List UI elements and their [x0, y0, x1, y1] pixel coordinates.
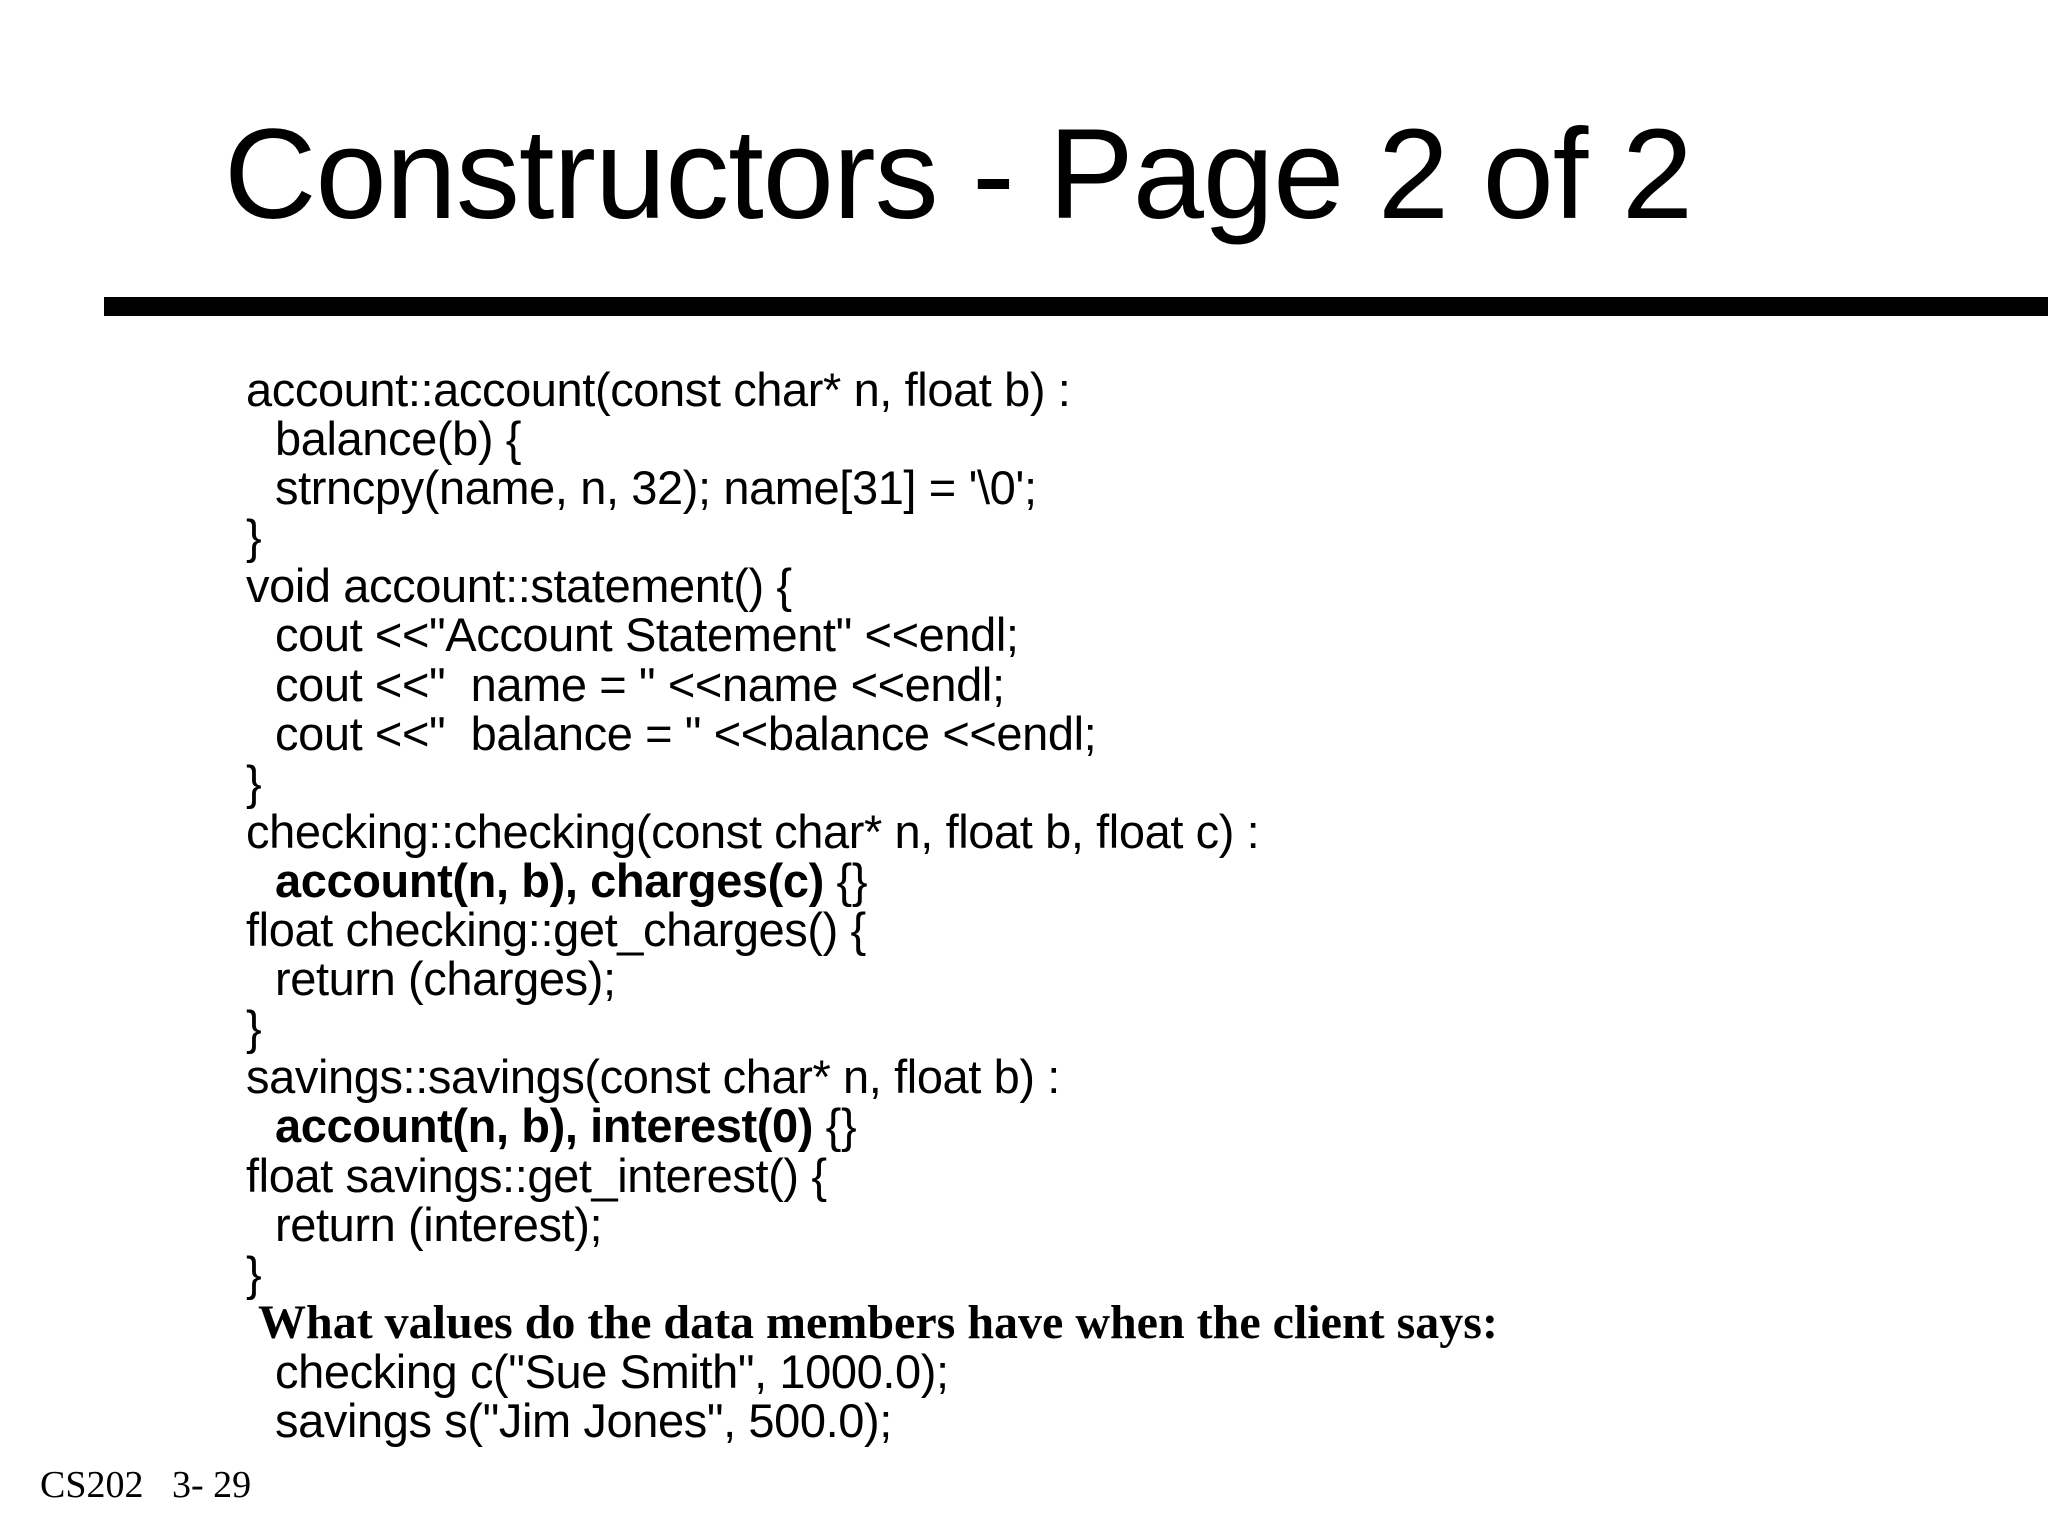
code-line: return (charges); [275, 952, 616, 1006]
initializer-list: account(n, b), interest(0) [275, 1099, 813, 1153]
code-line: cout <<" balance = " <<balance <<endl; [275, 706, 1097, 760]
code-line: balance(b) { [275, 412, 522, 466]
code-line: } [246, 755, 262, 809]
question-text: What values do the data members have when the client says: [258, 1295, 1498, 1349]
code-line: return (interest); [275, 1197, 603, 1251]
code-line: savings::savings(const char* n, float b) : [246, 1050, 1060, 1104]
code-listing [246, 365, 2006, 1445]
code-line: } [246, 1001, 262, 1055]
code-line: cout <<" name = " <<name <<endl; [275, 657, 1005, 711]
code-line: void account::statement() { [246, 559, 792, 613]
initializer-list: account(n, b), charges(c) [275, 853, 824, 907]
title-divider [104, 297, 2048, 316]
code-line: strncpy(name, n, 32); name[31] = '\0'; [275, 461, 1037, 515]
code-line: float savings::get_interest() { [246, 1148, 827, 1202]
code-line: } [246, 510, 262, 564]
client-code-line: savings s("Jim Jones", 500.0); [275, 1393, 892, 1447]
empty-body: {} [823, 853, 868, 907]
code-line-initializer [246, 853, 2006, 907]
code-line: cout <<"Account Statement" <<endl; [275, 608, 1019, 662]
slide-title: Constructors - Page 2 of 2 [224, 103, 1693, 246]
code-line-initializer [246, 1099, 2006, 1153]
code-line: float checking::get_charges() { [246, 903, 866, 957]
empty-body: {} [812, 1099, 857, 1153]
client-code-line: checking c("Sue Smith", 1000.0); [275, 1344, 949, 1398]
slide-footer: CS202 3- 29 [40, 1464, 252, 1506]
code-line: checking::checking(const char* n, float b, float c) : [246, 804, 1260, 858]
code-line: account::account(const char* n, float b) : [246, 363, 1071, 416]
code-line: } [246, 1246, 262, 1300]
